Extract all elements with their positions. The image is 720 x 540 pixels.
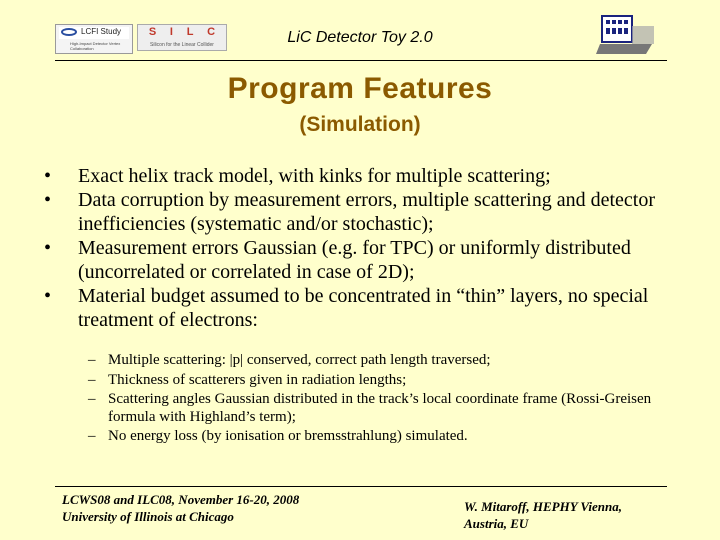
slide-title: Program Features	[227, 72, 493, 105]
bullet-list	[44, 164, 684, 332]
lcfi-logo-caption: High-Impact Detector Vertex Collaboration	[70, 41, 121, 51]
footer-divider	[55, 486, 667, 487]
footer-conference-line: LCWS08 and ILC08, November 16-20, 2008	[62, 492, 300, 507]
header-divider	[55, 60, 667, 61]
lcfi-logo-text: LCFI Study	[81, 27, 122, 36]
sub-bullet-text: Multiple scattering: |p| conserved, correct path length traversed;	[108, 352, 491, 368]
sub-bullet-text: Scattering angles Gaussian distributed in the track’s local coordinate frame (Rossi-Greisen formula with Highland’s term);	[108, 391, 652, 425]
sub-bullet-text: No energy loss (by ionisation or bremsstrahlung) simulated.	[108, 428, 468, 444]
sub-bullet-dash: –	[88, 391, 96, 407]
silc-letter: C	[207, 26, 216, 38]
footer-author-line: W. Mitaroff, HEPHY Vienna,	[464, 499, 622, 514]
bullet-item	[44, 188, 684, 236]
silc-letter: I	[169, 26, 173, 38]
bullet-dot: •	[44, 189, 52, 211]
sub-bullet-list	[88, 352, 668, 448]
sub-bullet-item	[88, 372, 668, 390]
footer-author	[464, 498, 664, 532]
bullet-text: Measurement errors Gaussian (e.g. for TPC) or uniformly distributed (uncorrelated or correlated in case of 2D);	[78, 237, 631, 283]
sub-bullet-item	[88, 352, 668, 370]
bullet-dot: •	[44, 165, 52, 187]
bullet-dot: •	[44, 237, 52, 259]
footer-country-line: Austria, EU	[464, 516, 529, 531]
footer-venue-line: University of Illinois at Chicago	[62, 509, 234, 524]
slide-subtitle: (Simulation)	[299, 113, 421, 136]
bullet-text: Material budget assumed to be concentrated in “thin” layers, no special treatment of electrons:	[78, 285, 649, 331]
sub-bullet-text: Thickness of scatterers given in radiation lengths;	[108, 371, 407, 388]
footer-conference	[62, 491, 299, 525]
sub-bullet-item	[88, 428, 668, 446]
sub-bullet-dash: –	[88, 352, 96, 368]
bullet-item	[44, 284, 684, 332]
bullet-dot: •	[44, 285, 52, 307]
header-title: LiC Detector Toy 2.0	[287, 29, 433, 46]
bullet-text: Exact helix track model, with kinks for multiple scattering;	[78, 165, 551, 187]
silc-letter: S	[148, 26, 157, 38]
sub-bullet-dash: –	[88, 428, 96, 444]
silc-logo-caption: Silicon for the Linear Collider	[150, 42, 214, 48]
sub-bullet-dash: –	[88, 371, 96, 388]
sub-bullet-item	[88, 391, 668, 426]
bullet-item	[44, 236, 684, 284]
bullet-item	[44, 164, 684, 188]
silc-letter: L	[186, 26, 194, 38]
bullet-text: Data corruption by measurement errors, multiple scattering and detector inefficiencies (systematic and/or stochastic);	[78, 189, 656, 235]
